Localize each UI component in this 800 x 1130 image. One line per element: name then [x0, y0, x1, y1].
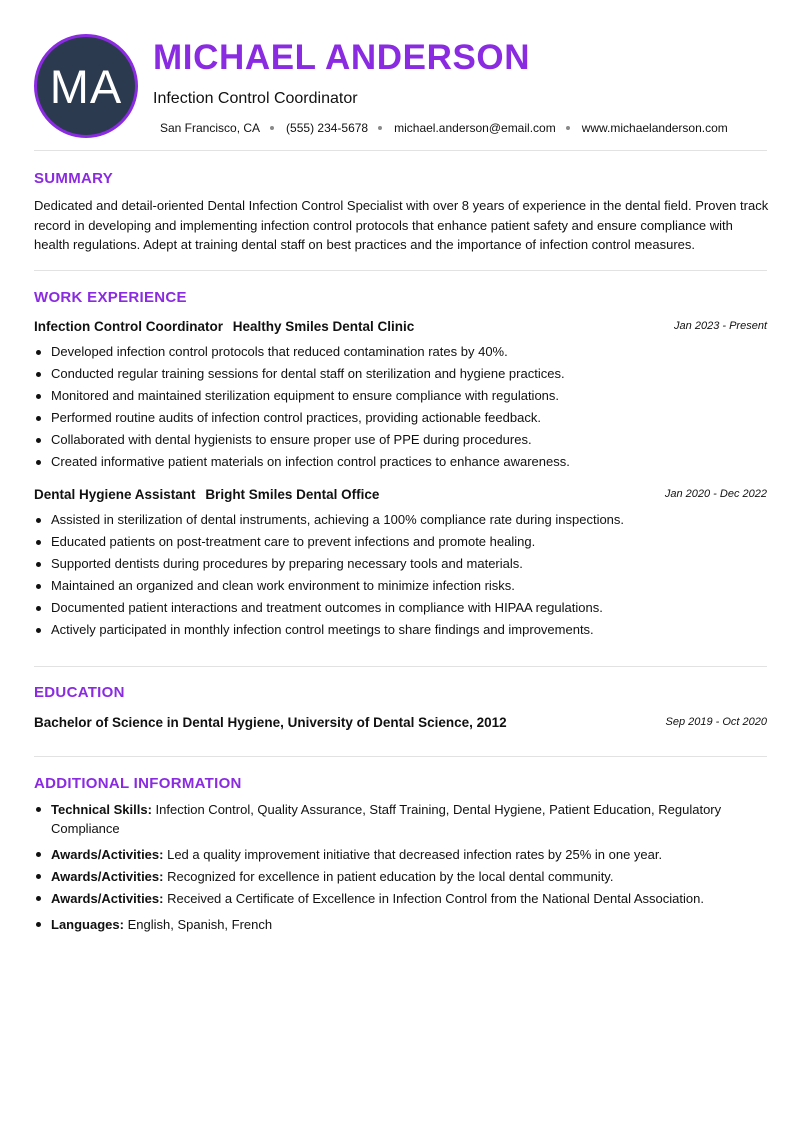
- list-item: [34, 800, 767, 838]
- list-item: [34, 575, 767, 597]
- separator-dot-icon: [378, 126, 382, 130]
- list-item: [34, 385, 767, 407]
- info-value: Led a quality improvement initiative that decreased infection rates by 25% in one year.: [167, 847, 663, 862]
- contact-website[interactable]: www.michaelanderson.com: [581, 121, 728, 135]
- list-item: [34, 553, 767, 575]
- education-degree: Bachelor of Science in Dental Hygiene, University of Dental Science, 2012: [34, 714, 507, 730]
- bullet-icon: [36, 874, 41, 879]
- section-divider: [34, 270, 767, 271]
- info-value: Recognized for excellence in patient education by the local dental community.: [167, 869, 614, 884]
- bullet-text: Conducted regular training sessions for dental staff on sterilization and hygiene practices.: [51, 366, 565, 381]
- candidate-name: MICHAEL ANDERSON: [153, 38, 531, 77]
- education-dates: Sep 2019 - Oct 2020: [665, 716, 767, 728]
- list-item: [34, 597, 767, 619]
- bullet-icon: [36, 518, 41, 523]
- info-label: Awards/Activities:: [51, 847, 164, 862]
- info-value: Received a Certificate of Excellence in Infection Control from the National Dental Association.: [167, 891, 704, 906]
- list-item: [34, 429, 767, 451]
- bullet-icon: [36, 350, 41, 355]
- list-item: [34, 363, 767, 385]
- bullet-text: Assisted in sterilization of dental instruments, achieving a 100% compliance rate during inspections.: [51, 512, 625, 527]
- list-item: [34, 407, 767, 429]
- summary-text: Dedicated and detail-oriented Dental Infection Control Specialist with over 8 years of experience in the dental field. Proven track record in developing and implementing infection control protocols that enhance patient safety and ensure compliance with health regulations. Adept at training dental staff on best practices and the importance of infection control measures.: [34, 198, 769, 252]
- bullet-icon: [36, 922, 41, 927]
- bullet-icon: [36, 852, 41, 857]
- bullet-text: Documented patient interactions and treatment outcomes in compliance with HIPAA regulations.: [51, 600, 603, 615]
- job-role: Dental Hygiene Assistant: [34, 486, 196, 502]
- experience-heading: WORK EXPERIENCE: [34, 289, 187, 306]
- bullet-icon: [36, 540, 41, 545]
- bullet-icon: [36, 584, 41, 589]
- education-heading: EDUCATION: [34, 684, 125, 701]
- list-item: [34, 531, 767, 553]
- bullet-text: Monitored and maintained sterilization equipment to ensure compliance with regulations.: [51, 388, 560, 403]
- job-dates: Jan 2023 - Present: [674, 320, 767, 332]
- contact-phone: (555) 234-5678: [286, 121, 369, 135]
- list-item: [34, 341, 767, 363]
- bullet-text: Supported dentists during procedures by preparing necessary tools and materials.: [51, 556, 523, 571]
- separator-dot-icon: [566, 126, 570, 130]
- job-dates: Jan 2020 - Dec 2022: [664, 488, 767, 500]
- info-value: English, Spanish, French: [127, 917, 273, 932]
- additional-heading: ADDITIONAL INFORMATION: [34, 775, 242, 792]
- info-label: Awards/Activities:: [51, 891, 164, 906]
- resume-header: [34, 34, 767, 138]
- info-label: Technical Skills:: [51, 802, 152, 817]
- bullet-text: Performed routine audits of infection control practices, providing actionable feedback.: [51, 410, 541, 425]
- bullet-text: Actively participated in monthly infection control meetings to share findings and improvements.: [51, 622, 594, 637]
- job-title-line: [34, 487, 379, 502]
- job-header: [34, 316, 767, 336]
- job-bullets: [34, 509, 767, 641]
- section-divider: [34, 150, 767, 151]
- info-label: Languages:: [51, 917, 124, 932]
- info-value: Infection Control, Quality Assurance, Staff Training, Dental Hygiene, Patient Education, Regulatory Compliance: [51, 802, 722, 836]
- job-company: Bright Smiles Dental Office: [205, 486, 380, 502]
- section-divider: [34, 756, 767, 757]
- list-item: [34, 509, 767, 531]
- info-label: Awards/Activities:: [51, 869, 164, 884]
- additional-list: [34, 800, 767, 937]
- bullet-icon: [36, 562, 41, 567]
- bullet-text: Maintained an organized and clean work environment to minimize infection risks.: [51, 578, 515, 593]
- bullet-icon: [36, 416, 41, 421]
- separator-dot-icon: [270, 126, 274, 130]
- bullet-icon: [36, 460, 41, 465]
- avatar: [34, 34, 138, 138]
- bullet-text: Collaborated with dental hygienists to ensure proper use of PPE during procedures.: [51, 432, 532, 447]
- contact-email[interactable]: michael.anderson@email.com: [394, 121, 556, 135]
- list-item: [34, 889, 767, 908]
- job-company: Healthy Smiles Dental Clinic: [232, 318, 415, 334]
- bullet-icon: [36, 438, 41, 443]
- job-role: Infection Control Coordinator: [34, 318, 223, 334]
- list-item: [34, 619, 767, 641]
- list-item: [34, 845, 767, 864]
- bullet-icon: [36, 807, 41, 812]
- bullet-icon: [36, 372, 41, 377]
- avatar-initials: MA: [49, 59, 123, 113]
- bullet-text: Developed infection control protocols that reduced contamination rates by 40%.: [51, 344, 508, 359]
- bullet-text: Educated patients on post-treatment care to prevent infections and promote healing.: [51, 534, 536, 549]
- contact-line: [160, 120, 770, 136]
- list-item: [34, 451, 767, 473]
- bullet-text: Created informative patient materials on infection control practices to enhance awareness.: [51, 454, 570, 469]
- education-entry: [34, 712, 767, 732]
- bullet-icon: [36, 394, 41, 399]
- bullet-icon: [36, 606, 41, 611]
- section-divider: [34, 666, 767, 667]
- summary-heading: SUMMARY: [34, 170, 114, 187]
- candidate-title: Infection Control Coordinator: [153, 90, 358, 107]
- job-header: [34, 484, 767, 504]
- job-bullets: [34, 341, 767, 473]
- bullet-icon: [36, 628, 41, 633]
- job-title-line: [34, 319, 414, 334]
- list-item: [34, 915, 767, 934]
- list-item: [34, 867, 767, 886]
- bullet-icon: [36, 896, 41, 901]
- contact-location: San Francisco, CA: [160, 121, 261, 135]
